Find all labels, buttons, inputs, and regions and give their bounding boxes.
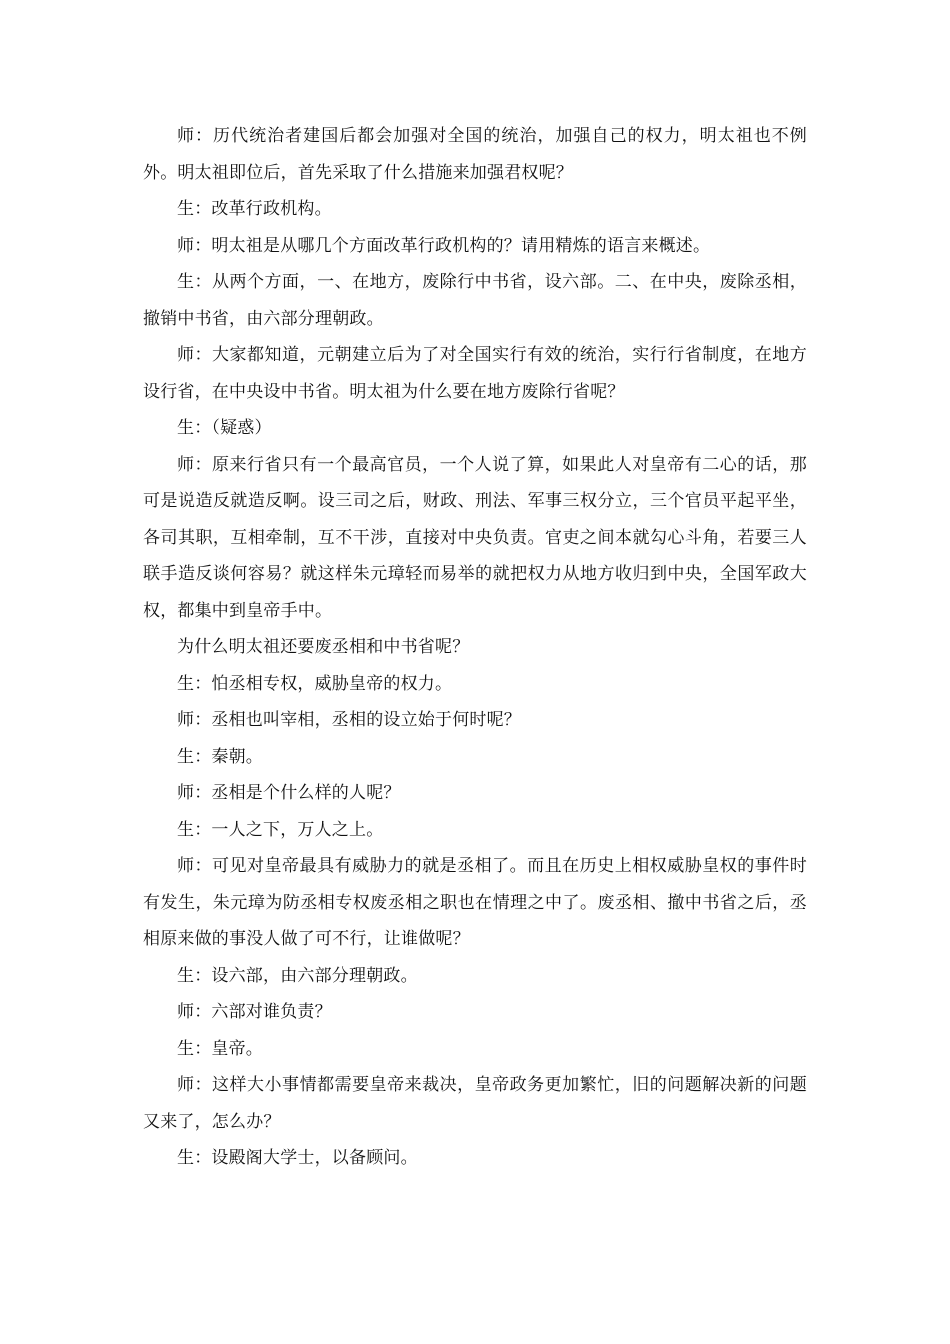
paragraph: 师：大家都知道，元朝建立后为了对全国实行有效的统治，实行行省制度，在地方设行省，在中央设中书省。明太祖为什么要在地方废除行省呢？: [143, 345, 807, 402]
paragraph: 生：设殿阁大学士，以备顾问。: [177, 1148, 418, 1168]
paragraph: 生：从两个方面，一、在地方，废除行中书省，设六部。二、在中央，废除丞相，撤销中书省，由六部分理朝政。: [143, 272, 807, 329]
paragraph: 生：改革行政机构。: [177, 199, 332, 219]
paragraph: 为什么明太祖还要废丞相和中书省呢？: [177, 637, 470, 657]
paragraph: 生：皇帝。: [177, 1038, 263, 1059]
document-body: [143, 118, 807, 1177]
paragraph: 生：秦朝。: [177, 746, 263, 767]
paragraph: 师：历代统治者建国后都会加强对全国的统治，加强自己的权力，明太祖也不例外。明太祖即位后，首先采取了什么措施来加强君权呢？: [143, 126, 807, 183]
paragraph: 师：这样大小事情都需要皇帝来裁决，皇帝政务更加繁忙，旧的问题解决新的问题又来了，怎么办？: [143, 1075, 807, 1132]
paragraph: 师：丞相是个什么样的人呢？: [177, 783, 401, 803]
paragraph: 生：怕丞相专权，威胁皇帝的权力。: [177, 673, 453, 694]
paragraph: 师：明太祖是从哪几个方面改革行政机构的？请用精炼的语言来概述。: [177, 235, 711, 256]
paragraph: 师：六部对谁负责？: [177, 1002, 332, 1022]
paragraph: 生：设六部，由六部分理朝政。: [177, 965, 418, 986]
paragraph: 师：丞相也叫宰相，丞相的设立始于何时呢？: [177, 710, 521, 730]
paragraph: 生：（疑惑）: [177, 418, 272, 438]
paragraph: 生：一人之下，万人之上。: [177, 819, 384, 840]
paragraph: 师：原来行省只有一个最高官员，一个人说了算，如果此人对皇帝有二心的话，那可是说造反就造反啊。设三司之后，财政、刑法、军事三权分立，三个官员平起平坐，各司其职，互相牵制，互不干涉，直接对中央负责。官吏之间本就勾心斗角，若要三人联手造反谈何容易？就这样朱元璋轻而易举的就把权力从地方收归到中央，全国军政大权，都集中到皇帝手中。: [143, 454, 807, 621]
paragraph: 师：可见对皇帝最具有威胁力的就是丞相了。而且在历史上相权威胁皇权的事件时有发生，朱元璋为防丞相专权废丞相之职也在情理之中了。废丞相、撤中书省之后，丞相原来做的事没人做了可不行，让谁做呢？: [143, 856, 807, 949]
